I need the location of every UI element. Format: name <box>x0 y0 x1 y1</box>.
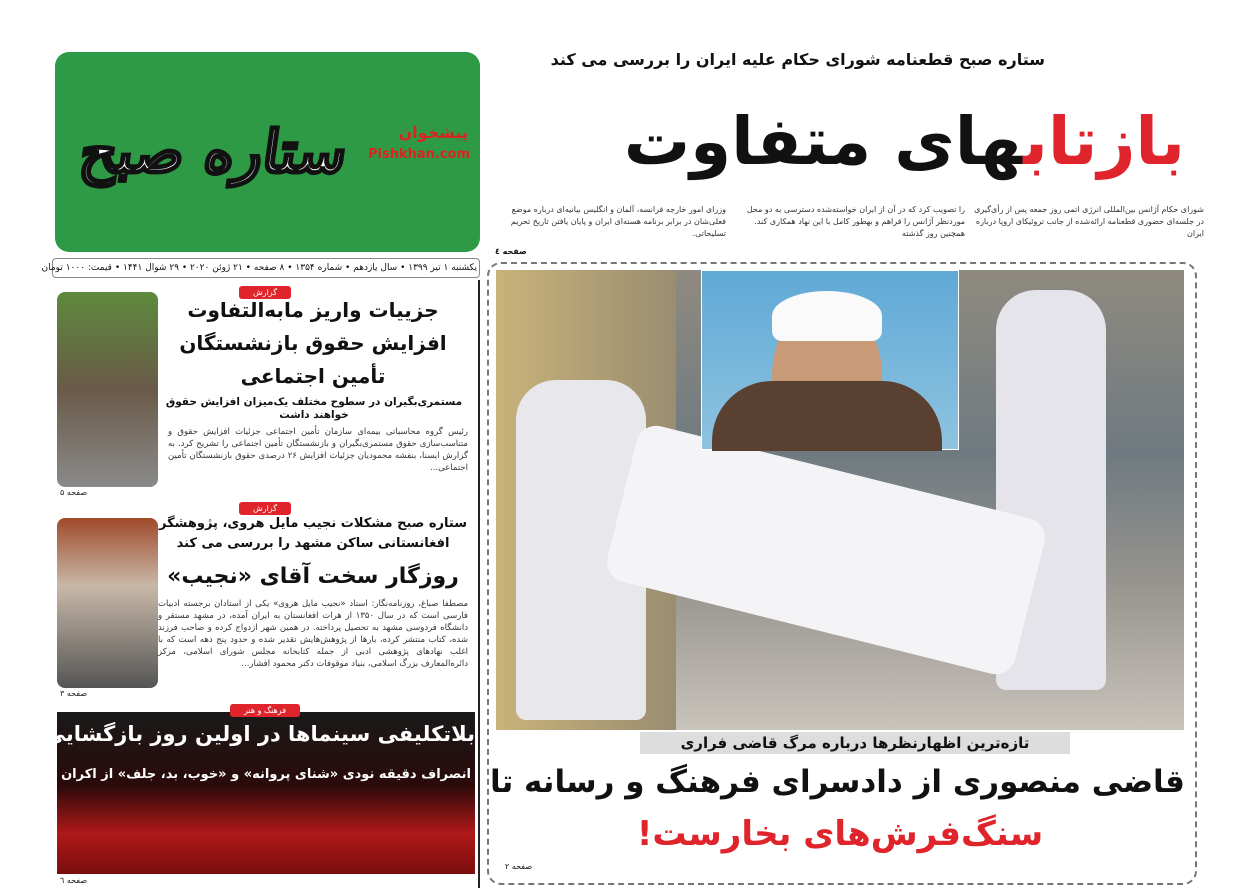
masthead-logo <box>55 52 480 252</box>
headline-red: بازتاب <box>1023 103 1185 180</box>
main-story-headline-red: سنگ‌فرش‌های بخارست! <box>636 814 1044 854</box>
judge-mansouri-inset-photo <box>701 270 959 450</box>
elderly-men-photo <box>57 292 158 487</box>
top-story-headline <box>505 92 1185 192</box>
date-bar: یکشنبه ۱ تیر ۱۳۹۹ • سال یازدهم • شماره ۱۳۵۴ • ۸ صفحه • ۲۱ ژوئن ۲۰۲۰ • ۲۹ شوال ۱۴۴۱ • قیمت: ۱۰۰۰ تومان <box>52 258 480 278</box>
article-title: روزگار سخت آقای «نجیب» <box>167 564 459 589</box>
page-ref: صفحه ۵ <box>60 488 88 497</box>
main-story-page: صفحه ۲ <box>505 862 533 871</box>
article-tag: فرهنگ و هنر <box>230 704 300 717</box>
hazmat-workers-photo <box>496 270 1184 730</box>
top-story-kicker: ستاره صبح قطعنامه شورای حکام علیه ایران را بررسی می کند <box>550 50 1045 69</box>
summary-col-1: شورای حکام آژانس بین‌المللی انرژی اتمی روز جمعه پس از رأی‌گیری در جلسه‌ای حضوری قطعنامه ارائه‌شده از جانب تروئیکای اروپا درباره ایران <box>974 205 1204 238</box>
article-subtitle: انصراف دقیقه نودی «شنای پروانه» و «خوب، بد، جلف» از اکران <box>61 767 471 782</box>
page-ref: صفحه ٦ <box>60 876 88 885</box>
najib-photo <box>57 518 158 688</box>
article-kicker-line: افغانستانی ساکن مشهد را بررسی می کند <box>176 536 450 551</box>
pishkhan-label: پیشخوان <box>398 123 468 142</box>
main-story-headline: قاضی منصوری از دادسرای فرهنگ و رسانه تا <box>489 764 1185 800</box>
article-title: بلاتکلیفی سینماها در اولین روز بازگشایی <box>44 722 475 746</box>
article-cinema[interactable] <box>44 698 480 888</box>
pishkhan-watermark <box>368 122 471 166</box>
article-title-line: جزییات واریز مابه‌التفاوت <box>187 298 439 322</box>
article-body: رئیس گروه محاسباتی بیمه‌ای سازمان تأمین اجتماعی جزئیات افزایش حقوق و متناسب‌سازی حقوق مستمری‌بگیران و بازنشستگان تأمین اجتماعی را تشریح کرد. به گزارش ایسنا، بنفشه محمودیان جزئیات افزایش ۲۶ درصدی حقوق بازنشستگان تأمین اجتماعی... <box>168 427 469 473</box>
article-najib[interactable] <box>52 496 480 698</box>
article-title-line: تأمین اجتماعی <box>240 364 386 388</box>
pishkhan-url: Pishkhan.com <box>368 147 471 162</box>
article-tag: گزارش <box>239 286 291 299</box>
article-subtitle: مستمری‌بگیران در سطوح مختلف یک‌میزان افزایش حقوق خواهند داشت <box>165 396 463 421</box>
article-kicker-line: ستاره صبح مشکلات نجیب مایل هروی، پژوهشگر <box>158 516 467 531</box>
article-pension[interactable] <box>52 280 480 496</box>
main-story-subline: تازه‌ترین اظهارنظرها درباره مرگ قاضی فراری <box>640 732 1070 754</box>
page-ref: صفحه ۳ <box>60 689 88 698</box>
summary-col-2: را تصویب کرد که در آن از ایران خواسته‌شده دسترسی به دو محل موردنظر آژانس را فراهم و بهطور کامل با این نهاد همکاری کند. همچنین روز گذشته <box>746 205 965 238</box>
article-tag: گزارش <box>239 502 291 515</box>
article-title-line: افزایش حقوق بازنشستگان <box>179 331 447 355</box>
logo-text: ستاره صبح <box>75 118 352 186</box>
summary-page: صفحه ٤ <box>495 247 527 256</box>
headline-black: های متفاوت <box>623 103 1024 180</box>
summary-col-3: وزرای امور خارجه فرانسه، آلمان و انگلیس بیانیه‌ای درباره موضع فعلی‌شان در برابر برنامه هسته‌ای ایران و پایان یافتن تاریخ تحریم تسلیحاتی. <box>510 205 726 238</box>
article-body: مصطفا صباغ، روزنامه‌نگار: استاد «نجیب مایل هروی» یکی از استادان برجسته ادبیات فارسی است که در سال ۱۳۵۰ از هرات افغانستان به ایران آمده، در مشهد مستقر و دانشگاه فردوسی مشهد به تحصیل پرداخته. در همین شهر ازدواج کرده و صاحب فرزند شده، کتاب منتشر کرده، بارها از پژوهش‌هایش تقدیر شده و حدود پنج دهه است که با اغلب نهادهای پژوهشی ادبی از جمله کتابخانه مجلس شورای اسلامی، مرکز دائره‌المعارف بزرگ اسلامی، بنیاد موقوفات دکتر محمود افشار... <box>158 599 468 669</box>
